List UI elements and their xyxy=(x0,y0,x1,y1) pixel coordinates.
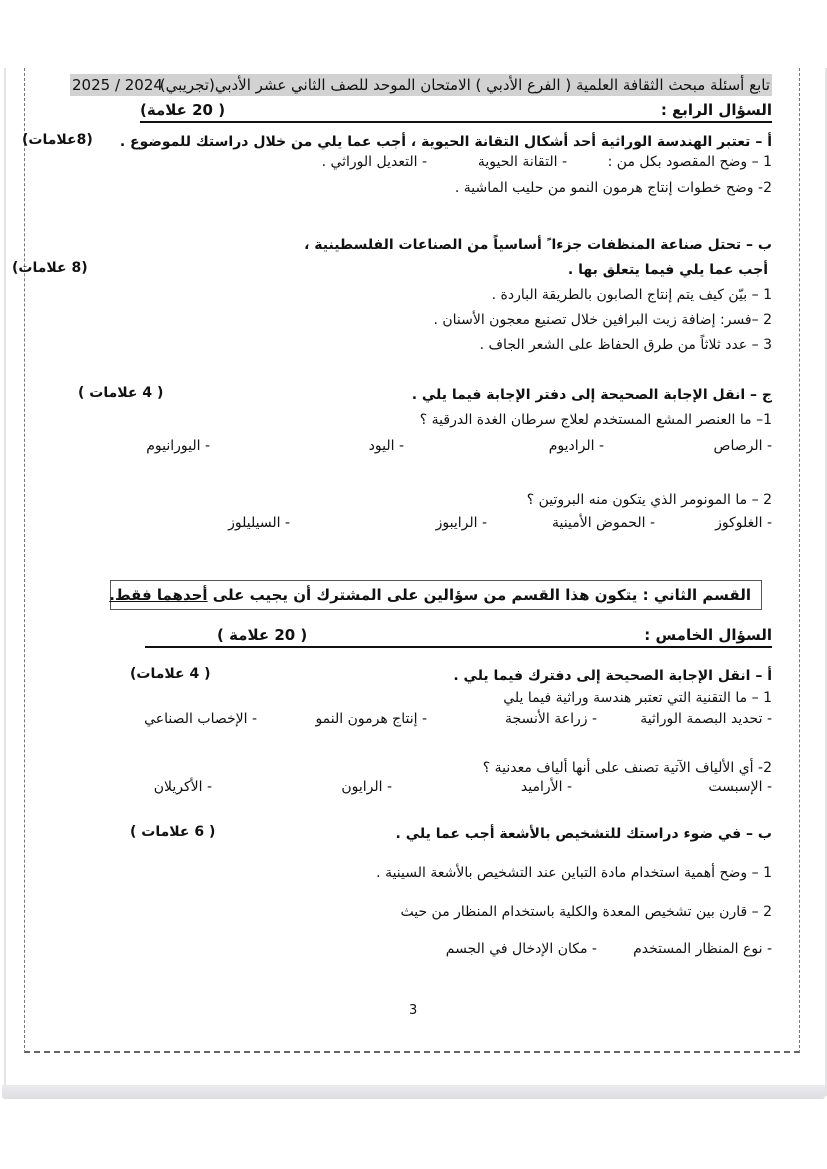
q4-part-b-marks: (8 علامات) xyxy=(12,260,88,276)
question-5-marks: ( 20 علامة ) xyxy=(217,626,308,644)
q5-part-a-marks: ( 4 علامات) xyxy=(130,666,211,682)
option: - تحديد البصمة الوراثية xyxy=(640,711,772,727)
q4-part-b-item-1: 1 – بيّن كيف يتم إنتاج الصابون بالطريقة الباردة . xyxy=(491,287,772,303)
q4-part-a-item-2: 2- وضح خطوات إنتاج هرمون النمو من حليب الماشية . xyxy=(454,180,772,196)
option: - إنتاج هرمون النمو xyxy=(315,711,427,727)
exam-year: 2025 / 2024 xyxy=(72,76,163,94)
q5-a-q2-options xyxy=(60,779,772,799)
q5-part-b-marks: ( 6 علامات ) xyxy=(130,824,216,840)
q5-a-q2-text: 2- أي الألياف الآتية تصنف على أنها ألياف معدنية ؟ xyxy=(482,760,772,776)
option: - الرصاص xyxy=(713,438,772,454)
option: - الحموض الأمينية xyxy=(552,515,655,531)
option: - الإخصاب الصناعي xyxy=(144,711,257,727)
option: - السيليلوز xyxy=(228,515,290,531)
q5-part-a-stem: أ – انقل الإجابة الصحيحة إلى دفترك فيما يلي . xyxy=(453,668,772,684)
q5-part-b-item-2: 2 – قارن بين تشخيص المعدة والكلية باستخدام المنظار من حيث xyxy=(400,904,772,920)
option: - الأكريلان xyxy=(153,779,212,795)
option: - الإسبست xyxy=(708,779,772,795)
question-5-heading xyxy=(145,624,772,648)
option: - اليود xyxy=(368,438,404,454)
q4-c-q2-text: 2 – ما المونومر الذي يتكون منه البروتين ؟ xyxy=(526,492,772,508)
question-4-marks: ( 20 علامة) xyxy=(140,101,226,119)
q4-part-a-item-1 xyxy=(60,154,772,174)
option: - الغلوكوز xyxy=(715,515,772,531)
q4-a1-term-2: - التعديل الوراثي . xyxy=(321,154,427,170)
q4-c-q1-text: 1– ما العنصر المشع المستخدم لعلاج سرطان الغدة الدرقية ؟ xyxy=(419,412,772,428)
q5-a-q1-options xyxy=(60,711,772,731)
question-4-title: السؤال الرابع : xyxy=(660,101,772,119)
page-edge-shadow xyxy=(2,1085,825,1099)
part-2-notice-emphasis: أحدهما فقط. xyxy=(109,586,208,604)
q4-part-c-stem: ج – انقل الإجابة الصحيحة إلى دفتر الإجابة فيما يلي . xyxy=(411,387,772,403)
q4-part-b-stem-1: ب – تحتل صناعة المنظفات جزءا ً أساسياً من الصناعات الفلسطينية ، xyxy=(304,237,772,253)
q5-part-b-item-1: 1 – وضح أهمية استخدام مادة التباين عند التشخيص بالأشعة السينية . xyxy=(376,865,772,881)
part-2-notice xyxy=(110,580,762,610)
option: - الأراميد xyxy=(520,779,572,795)
q4-a1-term-1: - التقانة الحيوية xyxy=(477,154,567,170)
q4-part-b-item-2: 2 –فسر: إضافة زيت البرافين خلال تصنيع معجون الأسنان . xyxy=(433,312,772,328)
q4-part-a-marks: (8علامات) xyxy=(22,132,93,148)
part-2-notice-text: القسم الثاني : يتكون هذا القسم من سؤالين على المشترك أن يجيب على xyxy=(207,586,751,604)
q4-c-q1-options xyxy=(60,438,772,458)
option: - الرايون xyxy=(341,779,392,795)
q4-c-q2-options xyxy=(60,515,772,535)
q5-part-b-stem: ب – في ضوء دراستك للتشخيص بالأشعة أجب عما يلي . xyxy=(395,826,772,842)
criterion: - مكان الإدخال في الجسم xyxy=(445,941,597,957)
q4-part-b-item-3: 3 – عدد ثلاثاً من طرق الحفاظ على الشعر الجاف . xyxy=(479,337,772,353)
option: - اليورانيوم xyxy=(146,438,210,454)
option: - الراديوم xyxy=(548,438,604,454)
page-number: 3 xyxy=(409,1003,418,1018)
question-4-heading xyxy=(140,99,772,123)
criterion: - نوع المنظار المستخدم xyxy=(633,941,772,957)
option: - الرايبوز xyxy=(435,515,487,531)
q4-part-c-marks: ( 4 علامات ) xyxy=(78,385,164,401)
option: - زراعة الأنسجة xyxy=(504,711,597,727)
q4-part-a-stem: أ – تعتبر الهندسة الوراثية أحد أشكال التقانة الحيوية ، أجب عما يلي من خلال دراستك للموضوع . xyxy=(119,134,772,150)
q4-part-b-stem-2: أجب عما يلي فيما يتعلق بها . xyxy=(567,262,768,278)
question-5-title: السؤال الخامس : xyxy=(644,626,772,644)
q5-a-q1-text: 1 – ما التقنية التي تعتبر هندسة وراثية فيما يلي xyxy=(503,690,772,706)
exam-header-title: تابع أسئلة مبحث الثقافة العلمية ( الفرع الأدبي ) الامتحان الموحد للصف الثاني عشر الأدبي(تجريبي) xyxy=(159,76,770,94)
exam-header xyxy=(70,74,772,96)
q4-a1-prefix: 1 – وضح المقصود بكل من : xyxy=(607,154,772,170)
q5-part-b-criteria xyxy=(60,941,772,961)
